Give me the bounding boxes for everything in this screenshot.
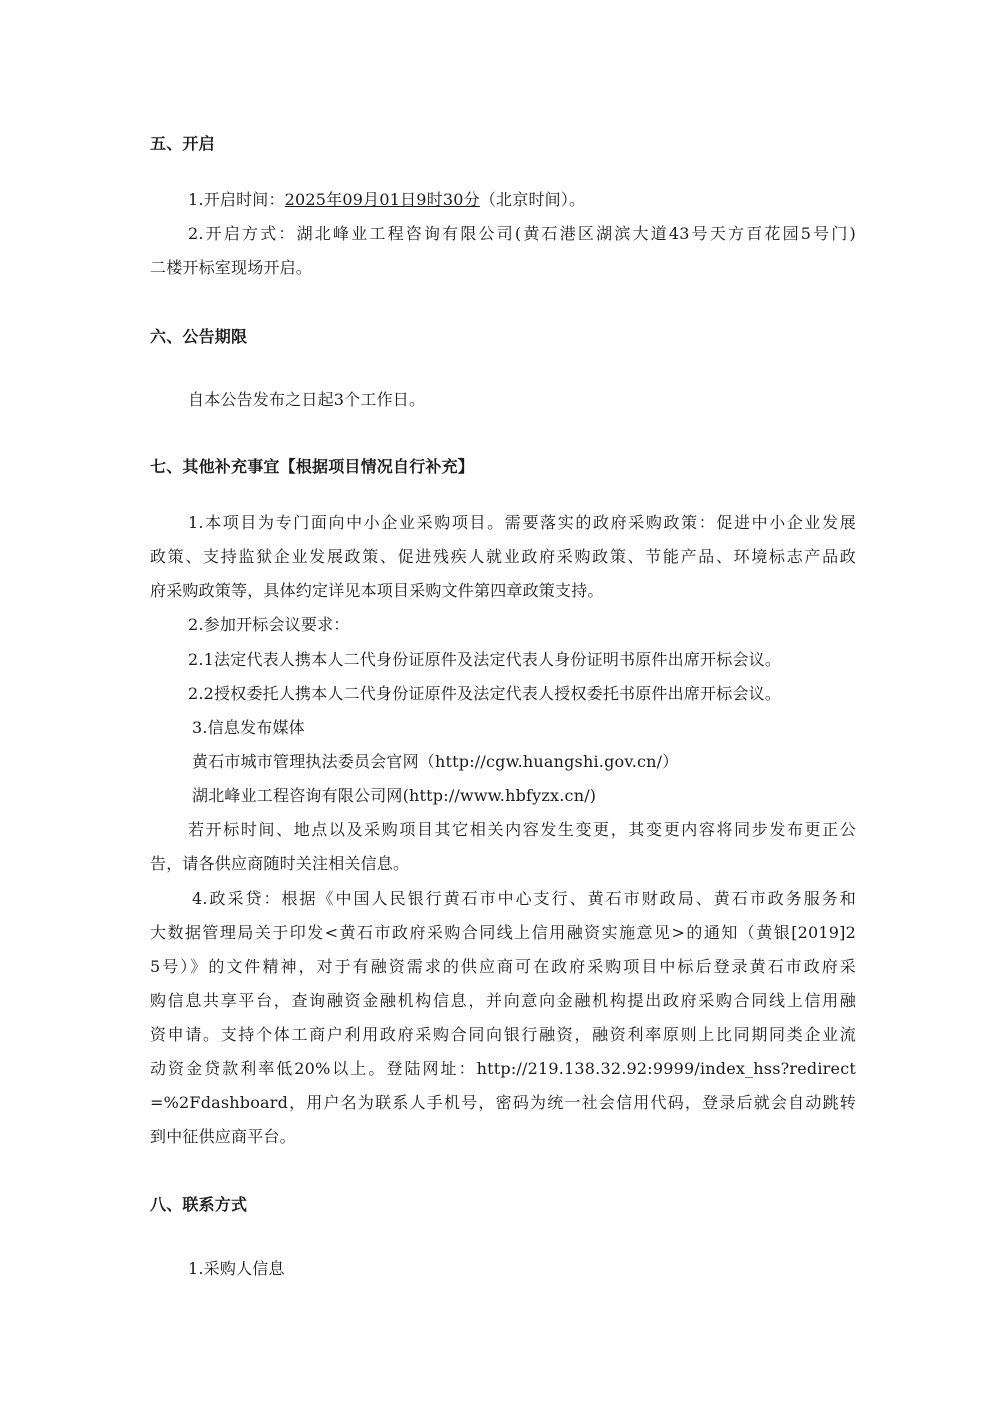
open-time-prefix: 1.开启时间： bbox=[188, 190, 285, 209]
open-time-suffix: （北京时间）。 bbox=[479, 190, 586, 209]
loan-line3: 5号）》的文件精神，对于有融资需求的供应商可在政府采购项目中标后登录黄石市政府采 bbox=[150, 957, 856, 976]
media-link-1: 黄石市城市管理执法委员会官网（http://cgw.huangshi.gov.cn/） bbox=[192, 752, 679, 771]
open-method-line2: 二楼开标室现场开启。 bbox=[150, 258, 313, 277]
policy-line1: 1.本项目为专门面向中小企业采购项目。需要落实的政府采购政策：促进中小企业发展 bbox=[188, 513, 856, 532]
meeting-requirement-2-2: 2.2授权委托人携本人二代身份证原件及法定代表人授权委托书原件出席开标会议。 bbox=[188, 684, 782, 703]
change-notice-line2: 告，请各供应商随时关注相关信息。 bbox=[150, 854, 410, 873]
loan-line2: 大数据管理局关于印发<黄石市政府采购合同线上信用融资实施意见>的通知（黄银[2019]2 bbox=[150, 923, 856, 942]
section-6-heading: 六、公告期限 bbox=[150, 327, 248, 346]
purchaser-info-heading: 1.采购人信息 bbox=[188, 1259, 285, 1278]
loan-line7: =%2Fdashboard，用户名为联系人手机号，密码为统一社会信用代码，登录后就会自动跳转 bbox=[150, 1093, 856, 1112]
section-7-heading: 七、其他补充事宜【根据项目情况自行补充】 bbox=[150, 457, 475, 476]
section-8-heading: 八、联系方式 bbox=[150, 1195, 248, 1214]
loan-line6: 动资金贷款利率低20%以上。登陆网址：http://219.138.32.92:9999/index_hss?redirect bbox=[150, 1059, 856, 1078]
loan-line1: 4.政采贷：根据《中国人民银行黄石市中心支行、黄石市财政局、黄石市政务服务和 bbox=[192, 889, 856, 908]
meeting-requirement-heading: 2.参加开标会议要求： bbox=[188, 615, 350, 634]
media-heading: 3.信息发布媒体 bbox=[192, 718, 305, 737]
change-notice-line1: 若开标时间、地点以及采购项目其它相关内容发生变更，其变更内容将同步发布更正公 bbox=[188, 820, 856, 839]
notice-period-text: 自本公告发布之日起3个工作日。 bbox=[188, 390, 426, 409]
media-link-2: 湖北峰业工程咨询有限公司网(http://www.hbfyzx.cn/) bbox=[192, 786, 597, 805]
open-method-line1: 2.开启方式：湖北峰业工程咨询有限公司(黄石港区湖滨大道43号天方百花园5号门) bbox=[188, 224, 856, 243]
policy-line3: 府采购政策等，具体约定详见本项目采购文件第四章政策支持。 bbox=[150, 581, 604, 600]
policy-line2: 政策、支持监狱企业发展政策、促进残疾人就业政府采购政策、节能产品、环境标志产品政 bbox=[150, 547, 856, 566]
meeting-requirement-2-1: 2.1法定代表人携本人二代身份证原件及法定代表人身份证明书原件出席开标会议。 bbox=[188, 650, 782, 669]
loan-line4: 购信息共享平台，查询融资金融机构信息，并向意向金融机构提出政府采购合同线上信用融 bbox=[150, 991, 856, 1010]
loan-line5: 资申请。支持个体工商户利用政府采购合同向银行融资，融资利率原则上比同期同类企业流 bbox=[150, 1025, 856, 1044]
open-time-line bbox=[188, 188, 585, 212]
section-5-heading: 五、开启 bbox=[150, 134, 215, 153]
loan-line8: 到中征供应商平台。 bbox=[150, 1127, 296, 1146]
open-time-value: 2025年09月01日9时30分 bbox=[284, 190, 480, 209]
